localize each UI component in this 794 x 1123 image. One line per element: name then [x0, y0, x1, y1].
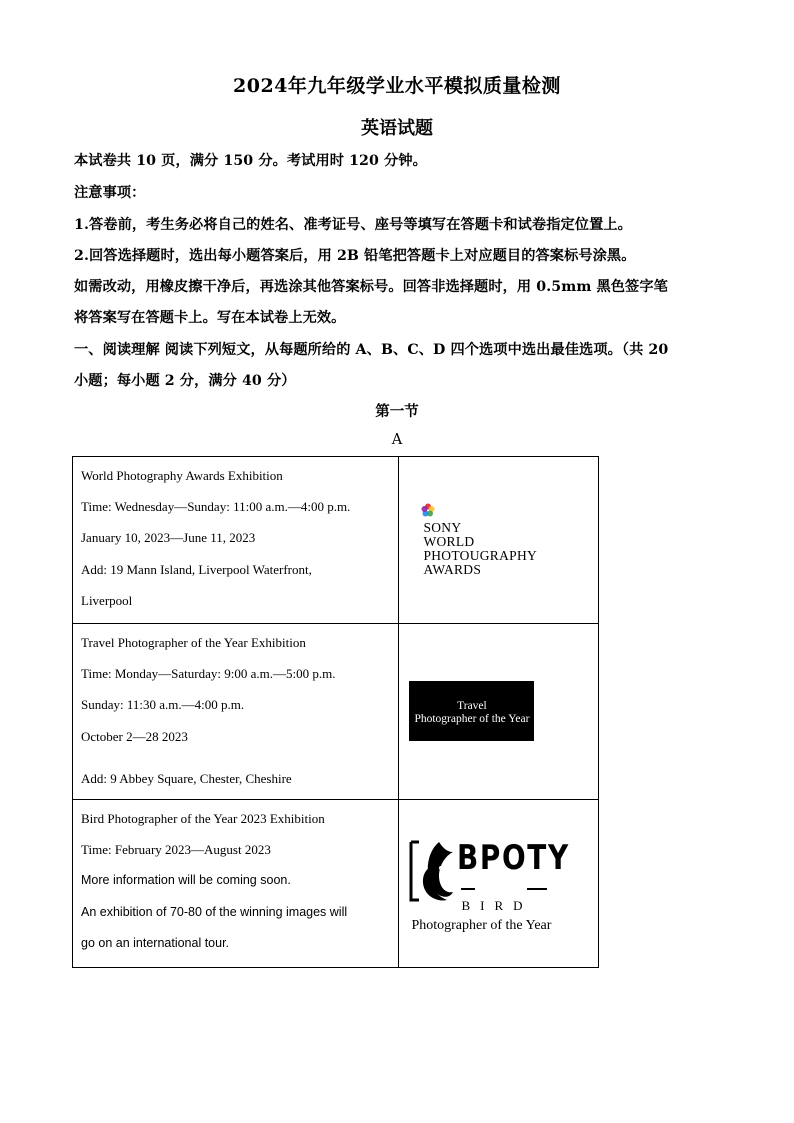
exhibition-line: Liverpool — [81, 592, 133, 608]
exhibition-info — [73, 457, 399, 624]
exhibition-line: go on an international tour. — [81, 935, 230, 950]
exhibition-line: Time: February 2023—August 2023 — [81, 842, 271, 858]
exhibition-line: Add: 9 Abbey Square, Chester, Cheshire — [81, 770, 292, 786]
bpoty-logo — [409, 838, 589, 968]
logo-rule — [527, 888, 547, 890]
exhibition-info — [73, 624, 399, 800]
logo-line: WORLD — [423, 534, 475, 549]
exhibitions-table — [72, 456, 599, 968]
exhibition-line: Time: Monday—Saturday: 9:00 a.m.—5:00 p.m. — [81, 666, 336, 682]
exhibition-line: October 2—28 2023 — [81, 728, 188, 744]
exhibition-line: Travel Photographer of the Year Exhibition — [81, 635, 306, 650]
page-title: 2024年九年级学业水平模拟质量检测 — [233, 75, 561, 97]
logo-line: Travel — [457, 700, 487, 712]
note-3: 如需改动，用橡皮擦干净后，再选涂其他答案标号。回答非选择题时，用 0.5mm 黑色签字笔 — [74, 279, 668, 295]
table-row — [73, 624, 599, 800]
passage-label: A — [391, 432, 403, 448]
logo-rule — [461, 888, 475, 890]
table-row — [73, 457, 599, 624]
note-4: 将答案写在答题卡上。写在本试卷上无效。 — [74, 310, 346, 326]
notes-heading: 注意事项： — [74, 185, 146, 201]
exhibition-line: Bird Photographer of the Year 2023 Exhibition — [81, 811, 325, 826]
logo-line: PHOTOUGRAPHY — [423, 548, 538, 563]
photographer-of-the-year: Photographer of the Year — [411, 918, 552, 933]
exam-intro: 本试卷共 10 页，满分 150 分。考试用时 120 分钟。 — [74, 153, 427, 169]
exhibition-line: Time: Wednesday—Sunday: 11:00 a.m.—4:00 p.m. — [81, 499, 351, 515]
table-row — [73, 800, 599, 968]
exhibition-line: An exhibition of 70-80 of the winning images will — [81, 904, 348, 919]
travel-logo — [409, 681, 534, 741]
page-subtitle: 英语试题 — [361, 118, 433, 139]
note-1: 1.答卷前，考生务必将自己的姓名、准考证号、座号等填写在答题卡和试卷指定位置上。 — [74, 217, 632, 233]
sony-aperture-icon — [421, 503, 435, 517]
exhibition-line: World Photography Awards Exhibition — [81, 468, 283, 483]
section-heading-line2: 小题；每小题 2 分，满分 40 分） — [74, 373, 296, 389]
exhibition-line: Sunday: 11:30 a.m.—4:00 p.m. — [81, 697, 245, 713]
sony-logo-text — [423, 521, 537, 577]
section-heading-line1: 一、阅读理解 阅读下列短文，从每题所给的 A、B、C、D 四个选项中选出最佳选项。（共 20 — [74, 342, 669, 358]
logo-line: SONY — [423, 520, 462, 535]
note-2: 2.回答选择题时，选出每小题答案后，用 2B 铅笔把答题卡上对应题目的答案标号涂黑。 — [74, 248, 636, 264]
bird-emblem-icon — [409, 838, 457, 908]
bird-word: BIRD — [461, 898, 533, 913]
logo-line: AWARDS — [423, 562, 482, 577]
exhibition-line: More information will be coming soon. — [81, 873, 291, 888]
sony-logo-cell — [399, 457, 599, 624]
travel-logo-cell — [399, 624, 599, 800]
exhibition-info — [73, 800, 399, 968]
bpoty-letters: BPOTY — [457, 838, 571, 878]
exhibition-line: Add: 19 Mann Island, Liverpool Waterfront, — [81, 561, 312, 577]
exhibition-line: January 10, 2023—June 11, 2023 — [81, 530, 256, 546]
logo-line: Photographer of the Year — [414, 713, 530, 725]
part-label: 第一节 — [375, 403, 419, 420]
bpoty-logo-cell — [399, 800, 599, 968]
